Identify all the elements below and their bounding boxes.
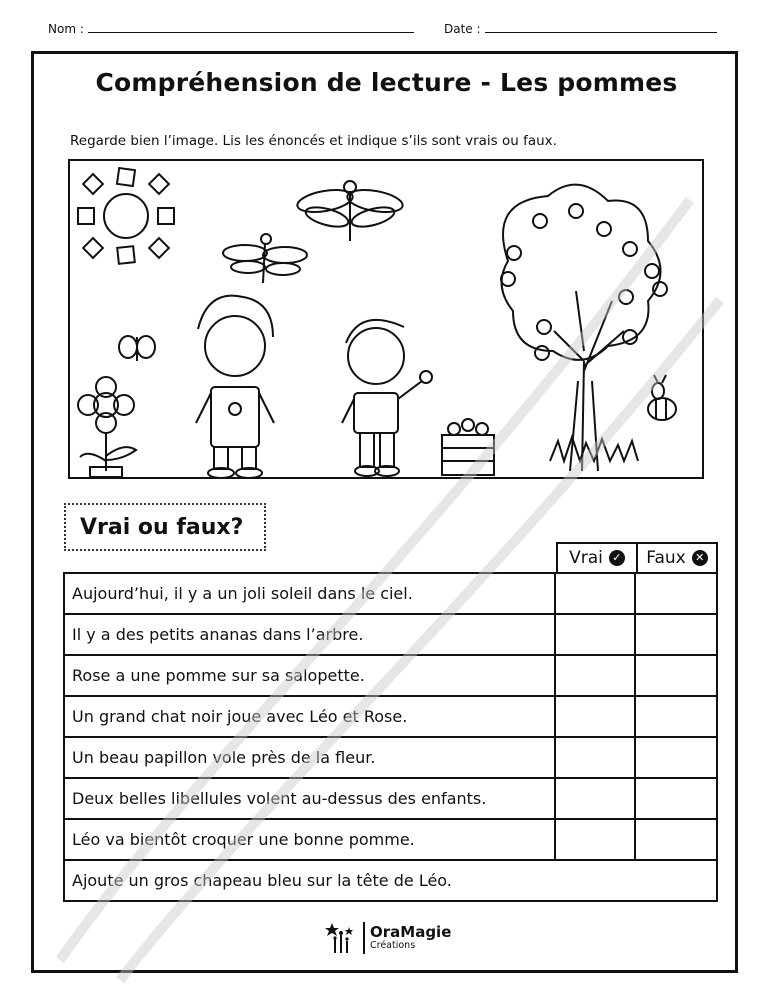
table-row [65, 613, 716, 654]
table-row [65, 695, 716, 736]
date-line[interactable] [485, 22, 717, 33]
dragonfly-icon [296, 181, 405, 241]
vrai-checkbox[interactable] [556, 615, 636, 654]
dragonfly-icon [223, 234, 307, 283]
apple-tree-icon [501, 185, 667, 471]
faux-checkbox[interactable] [636, 779, 716, 818]
statement-text: Rose a une pomme sur sa salopette. [65, 656, 556, 695]
final-task-text: Ajoute un gros chapeau bleu sur la tête de Léo. [72, 871, 452, 890]
x-circle-icon: ✕ [692, 550, 708, 566]
fireworks-icon [325, 921, 359, 955]
vrai-checkbox[interactable] [556, 738, 636, 777]
logo-brand: OraMagie [370, 923, 452, 941]
table-row [65, 736, 716, 777]
vrai-checkbox[interactable] [556, 574, 636, 613]
faux-label: Faux [646, 548, 686, 568]
faux-checkbox[interactable] [636, 820, 716, 859]
column-header-vrai [556, 542, 638, 574]
statement-text: Deux belles libellules volent au-dessus des enfants. [65, 779, 556, 818]
statement-text: Il y a des petits ananas dans l’arbre. [65, 615, 556, 654]
scene-drawing [70, 161, 706, 481]
statement-text: Aujourd’hui, il y a un joli soleil dans le ciel. [65, 574, 556, 613]
statement-text: Un beau papillon vole près de la fleur. [65, 738, 556, 777]
vrai-checkbox[interactable] [556, 820, 636, 859]
faux-checkbox[interactable] [636, 738, 716, 777]
statement-text: Un grand chat noir joue avec Léo et Rose. [65, 697, 556, 736]
faux-checkbox[interactable] [636, 574, 716, 613]
faux-checkbox[interactable] [636, 656, 716, 695]
instruction-text: Regarde bien l’image. Lis les énoncés et indique s’ils sont vrais ou faux. [70, 133, 557, 149]
name-field[interactable] [48, 22, 414, 36]
vrai-checkbox[interactable] [556, 656, 636, 695]
apple-crate-icon [442, 419, 494, 475]
true-false-table [63, 572, 718, 902]
date-label: Date : [444, 22, 481, 36]
logo-subtitle: Créations [370, 940, 416, 951]
vrai-label: Vrai [569, 548, 603, 568]
table-row [65, 818, 716, 859]
section-label: Vrai ou faux? [64, 503, 266, 551]
table-row [65, 654, 716, 695]
vrai-checkbox[interactable] [556, 697, 636, 736]
date-field[interactable] [444, 22, 717, 36]
table-row [65, 574, 716, 613]
statement-text: Léo va bientôt croquer une bonne pomme. [65, 820, 556, 859]
sun-icon [78, 168, 174, 264]
page-title: Compréhension de lecture - Les pommes [95, 68, 678, 97]
table-row-final-task [65, 859, 716, 900]
faux-checkbox[interactable] [636, 697, 716, 736]
name-label: Nom : [48, 22, 84, 36]
column-header-faux [636, 542, 718, 574]
butterfly-icon [119, 336, 155, 361]
oramagie-logo [325, 918, 451, 958]
logo-divider [363, 922, 365, 954]
table-row [65, 777, 716, 818]
girl-rose-icon [196, 296, 274, 478]
bee-icon [648, 375, 676, 420]
check-circle-icon: ✓ [609, 550, 625, 566]
illustration-scene [68, 159, 704, 479]
boy-leo-icon [342, 320, 432, 476]
flower-icon [78, 377, 136, 477]
vrai-checkbox[interactable] [556, 779, 636, 818]
faux-checkbox[interactable] [636, 615, 716, 654]
name-line[interactable] [88, 22, 414, 33]
